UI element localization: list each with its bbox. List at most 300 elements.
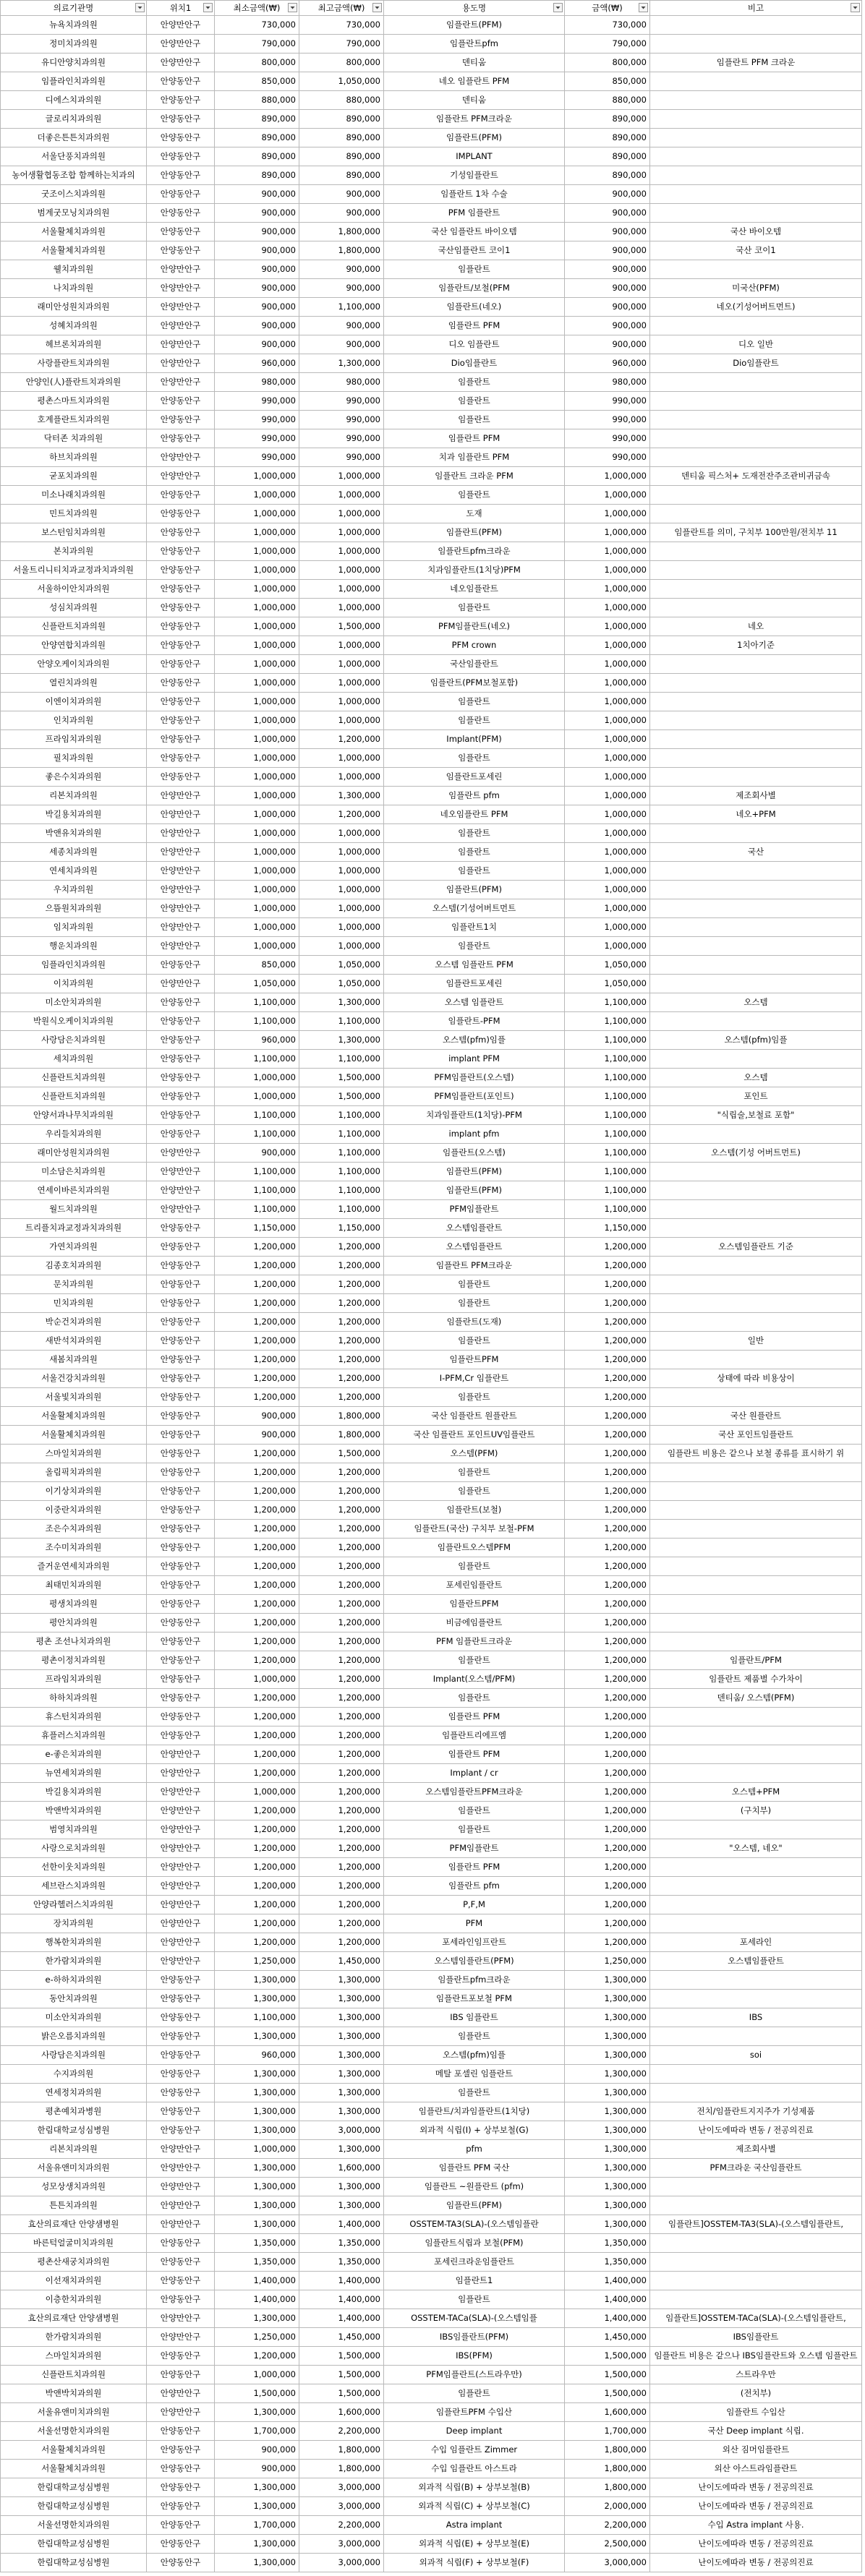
cell-usage[interactable]: 오스템임플란트(PFM) bbox=[384, 1952, 565, 1971]
cell-max-price[interactable]: 1,000,000 bbox=[299, 636, 384, 655]
cell-price[interactable]: 1,300,000 bbox=[565, 2008, 650, 2027]
cell-location[interactable]: 안양동안구 bbox=[147, 2084, 215, 2102]
cell-usage[interactable]: PFM임플란트 bbox=[384, 1200, 565, 1219]
cell-min-price[interactable]: 900,000 bbox=[215, 2441, 299, 2460]
cell-price[interactable]: 1,100,000 bbox=[565, 993, 650, 1012]
cell-location[interactable]: 안양동안구 bbox=[147, 2272, 215, 2290]
cell-institution[interactable]: 성심치과의원 bbox=[1, 599, 147, 617]
cell-note[interactable]: 미국산(PFM) bbox=[650, 279, 862, 298]
cell-min-price[interactable]: 1,200,000 bbox=[215, 1896, 299, 1914]
cell-location[interactable]: 안양동안구 bbox=[147, 185, 215, 204]
cell-location[interactable]: 안양만안구 bbox=[147, 1163, 215, 1181]
cell-note[interactable]: 국산 바이오템 bbox=[650, 223, 862, 241]
cell-usage[interactable]: 임플란트 bbox=[384, 1802, 565, 1820]
cell-price[interactable]: 1,100,000 bbox=[565, 1144, 650, 1163]
cell-min-price[interactable]: 1,500,000 bbox=[215, 2384, 299, 2403]
cell-price[interactable]: 1,200,000 bbox=[565, 1407, 650, 1426]
cell-max-price[interactable]: 1,200,000 bbox=[299, 1877, 384, 1896]
cell-usage[interactable]: 오스템(기성어버트먼트 bbox=[384, 899, 565, 918]
cell-usage[interactable]: IBS임플란트(PFM) bbox=[384, 2328, 565, 2347]
cell-usage[interactable]: 임플란트 bbox=[384, 486, 565, 505]
cell-note[interactable] bbox=[650, 711, 862, 730]
cell-usage[interactable]: 포세린크라운임플란트 bbox=[384, 2253, 565, 2272]
cell-institution[interactable]: 범계굿모닝치과의원 bbox=[1, 204, 147, 223]
cell-min-price[interactable]: 890,000 bbox=[215, 147, 299, 166]
cell-institution[interactable]: 효산의료재단 안양샘병원 bbox=[1, 2309, 147, 2328]
cell-min-price[interactable]: 1,200,000 bbox=[215, 1332, 299, 1351]
cell-max-price[interactable]: 990,000 bbox=[299, 448, 384, 467]
cell-price[interactable]: 900,000 bbox=[565, 279, 650, 298]
cell-min-price[interactable]: 1,000,000 bbox=[215, 787, 299, 805]
filter-dropdown-icon[interactable] bbox=[639, 3, 648, 12]
cell-location[interactable]: 안양동안구 bbox=[147, 2027, 215, 2046]
cell-min-price[interactable]: 1,200,000 bbox=[215, 1726, 299, 1745]
cell-usage[interactable]: 임플란트 bbox=[384, 693, 565, 711]
cell-min-price[interactable]: 1,000,000 bbox=[215, 486, 299, 505]
cell-location[interactable]: 안양동안구 bbox=[147, 1294, 215, 1313]
cell-max-price[interactable]: 1,500,000 bbox=[299, 2384, 384, 2403]
cell-usage[interactable]: 수입 임플란트 아스트라 bbox=[384, 2460, 565, 2478]
cell-min-price[interactable]: 1,200,000 bbox=[215, 1369, 299, 1388]
cell-min-price[interactable]: 1,200,000 bbox=[215, 1820, 299, 1839]
cell-usage[interactable]: 임플란트(PFM) bbox=[384, 881, 565, 899]
cell-usage[interactable]: 임플란트/보철(PFM bbox=[384, 279, 565, 298]
cell-price[interactable]: 1,200,000 bbox=[565, 1877, 650, 1896]
cell-note[interactable]: 임플란트 수입산 bbox=[650, 2403, 862, 2422]
cell-max-price[interactable]: 1,000,000 bbox=[299, 749, 384, 768]
cell-location[interactable]: 안양동안구 bbox=[147, 1445, 215, 1463]
cell-min-price[interactable]: 1,000,000 bbox=[215, 467, 299, 486]
cell-note[interactable] bbox=[650, 1501, 862, 1520]
cell-max-price[interactable]: 3,000,000 bbox=[299, 2497, 384, 2516]
cell-usage[interactable]: 임플란트(PFM) bbox=[384, 523, 565, 542]
cell-usage[interactable]: 임플란트 bbox=[384, 937, 565, 956]
cell-location[interactable]: 안양동안구 bbox=[147, 2121, 215, 2140]
cell-price[interactable]: 1,800,000 bbox=[565, 2460, 650, 2478]
cell-location[interactable]: 안양동안구 bbox=[147, 2234, 215, 2253]
cell-max-price[interactable]: 730,000 bbox=[299, 16, 384, 35]
cell-institution[interactable]: 미소담은치과의원 bbox=[1, 1163, 147, 1181]
cell-location[interactable]: 안양동안구 bbox=[147, 1990, 215, 2008]
cell-usage[interactable]: 임플란트 ~원플란트 (pfm) bbox=[384, 2178, 565, 2196]
cell-price[interactable]: 1,600,000 bbox=[565, 2403, 650, 2422]
cell-location[interactable]: 안양동안구 bbox=[147, 561, 215, 580]
cell-institution[interactable]: 서울활체치과의원 bbox=[1, 2441, 147, 2460]
cell-usage[interactable]: 국산 임플란트 바이오템 bbox=[384, 223, 565, 241]
cell-min-price[interactable]: 1,300,000 bbox=[215, 2027, 299, 2046]
cell-institution[interactable]: 리본치과의원 bbox=[1, 2140, 147, 2159]
cell-usage[interactable]: 임플란트리에프엠 bbox=[384, 1726, 565, 1745]
cell-usage[interactable]: 기성임플란트 bbox=[384, 166, 565, 185]
cell-min-price[interactable]: 1,100,000 bbox=[215, 1125, 299, 1144]
cell-price[interactable]: 1,200,000 bbox=[565, 1726, 650, 1745]
cell-location[interactable]: 안양만안구 bbox=[147, 899, 215, 918]
cell-min-price[interactable]: 1,000,000 bbox=[215, 1670, 299, 1689]
cell-location[interactable]: 안양만안구 bbox=[147, 2384, 215, 2403]
cell-usage[interactable]: 임플란트 bbox=[384, 260, 565, 279]
cell-location[interactable]: 안양동안구 bbox=[147, 1369, 215, 1388]
cell-price[interactable]: 1,200,000 bbox=[565, 1839, 650, 1858]
cell-usage[interactable]: 임플란트 PFM크라운 bbox=[384, 110, 565, 129]
cell-price[interactable]: 1,200,000 bbox=[565, 1445, 650, 1463]
cell-usage[interactable]: 오스템 임플란트 bbox=[384, 993, 565, 1012]
cell-note[interactable] bbox=[650, 824, 862, 843]
cell-usage[interactable]: 오스템(pfm)임플 bbox=[384, 2046, 565, 2065]
cell-price[interactable]: 1,300,000 bbox=[565, 2027, 650, 2046]
cell-min-price[interactable]: 730,000 bbox=[215, 16, 299, 35]
cell-location[interactable]: 안양동안구 bbox=[147, 392, 215, 411]
cell-note[interactable] bbox=[650, 1294, 862, 1313]
cell-note[interactable] bbox=[650, 1914, 862, 1933]
cell-max-price[interactable]: 1,200,000 bbox=[299, 1520, 384, 1539]
cell-price[interactable]: 1,300,000 bbox=[565, 2046, 650, 2065]
cell-usage[interactable]: 임플란트1치 bbox=[384, 918, 565, 937]
cell-location[interactable]: 안양만안구 bbox=[147, 1764, 215, 1783]
cell-price[interactable]: 1,500,000 bbox=[565, 2366, 650, 2384]
cell-max-price[interactable]: 1,800,000 bbox=[299, 2460, 384, 2478]
cell-usage[interactable]: IMPLANT bbox=[384, 147, 565, 166]
cell-note[interactable] bbox=[650, 166, 862, 185]
cell-usage[interactable]: 임플란트pfm bbox=[384, 35, 565, 54]
cell-location[interactable]: 안양동안구 bbox=[147, 693, 215, 711]
cell-institution[interactable]: 굳포치과의원 bbox=[1, 467, 147, 486]
cell-location[interactable]: 안양만안구 bbox=[147, 298, 215, 317]
cell-location[interactable]: 안양동안구 bbox=[147, 1332, 215, 1351]
cell-max-price[interactable]: 1,300,000 bbox=[299, 2008, 384, 2027]
cell-location[interactable]: 안양만안구 bbox=[147, 335, 215, 354]
cell-note[interactable]: 디오 일반 bbox=[650, 335, 862, 354]
cell-location[interactable]: 안양동안구 bbox=[147, 1726, 215, 1745]
cell-location[interactable]: 안양동안구 bbox=[147, 1106, 215, 1125]
cell-usage[interactable]: 임플란트 1차 수술 bbox=[384, 185, 565, 204]
cell-usage[interactable]: 임플란트(PFM) bbox=[384, 1181, 565, 1200]
cell-max-price[interactable]: 1,200,000 bbox=[299, 1764, 384, 1783]
cell-min-price[interactable]: 1,000,000 bbox=[215, 881, 299, 899]
cell-location[interactable]: 안양만안구 bbox=[147, 787, 215, 805]
cell-institution[interactable]: 문치과의원 bbox=[1, 1275, 147, 1294]
cell-min-price[interactable]: 1,350,000 bbox=[215, 2253, 299, 2272]
cell-min-price[interactable]: 1,200,000 bbox=[215, 1802, 299, 1820]
cell-max-price[interactable]: 1,200,000 bbox=[299, 1651, 384, 1670]
cell-usage[interactable]: 임플란트1 bbox=[384, 2272, 565, 2290]
cell-institution[interactable]: 연세치과의원 bbox=[1, 862, 147, 881]
cell-location[interactable]: 안양동안구 bbox=[147, 523, 215, 542]
cell-min-price[interactable]: 1,000,000 bbox=[215, 523, 299, 542]
cell-price[interactable]: 1,200,000 bbox=[565, 1520, 650, 1539]
cell-min-price[interactable]: 990,000 bbox=[215, 448, 299, 467]
cell-usage[interactable]: 임플란트 bbox=[384, 843, 565, 862]
cell-min-price[interactable]: 1,200,000 bbox=[215, 1708, 299, 1726]
cell-price[interactable]: 1,400,000 bbox=[565, 2290, 650, 2309]
cell-price[interactable]: 1,200,000 bbox=[565, 1614, 650, 1633]
cell-max-price[interactable]: 1,200,000 bbox=[299, 1914, 384, 1933]
cell-min-price[interactable]: 850,000 bbox=[215, 72, 299, 91]
cell-institution[interactable]: 스마일치과의원 bbox=[1, 1445, 147, 1463]
cell-institution[interactable]: 인치과의원 bbox=[1, 711, 147, 730]
cell-institution[interactable]: 조수미치과의원 bbox=[1, 1539, 147, 1557]
cell-max-price[interactable]: 1,200,000 bbox=[299, 1369, 384, 1388]
cell-note[interactable] bbox=[650, 730, 862, 749]
cell-usage[interactable]: 오스템임플란트 bbox=[384, 1219, 565, 1238]
cell-location[interactable]: 안양동안구 bbox=[147, 2422, 215, 2441]
cell-max-price[interactable]: 1,200,000 bbox=[299, 1745, 384, 1764]
cell-price[interactable]: 1,000,000 bbox=[565, 768, 650, 787]
cell-min-price[interactable]: 960,000 bbox=[215, 354, 299, 373]
cell-institution[interactable]: 이층한치과의원 bbox=[1, 2290, 147, 2309]
cell-max-price[interactable]: 1,050,000 bbox=[299, 975, 384, 993]
cell-location[interactable]: 안양만안구 bbox=[147, 467, 215, 486]
cell-max-price[interactable]: 1,100,000 bbox=[299, 1125, 384, 1144]
cell-usage[interactable]: 임플란트 bbox=[384, 862, 565, 881]
cell-price[interactable]: 900,000 bbox=[565, 185, 650, 204]
cell-location[interactable]: 안양동안구 bbox=[147, 1482, 215, 1501]
cell-price[interactable]: 800,000 bbox=[565, 54, 650, 72]
cell-min-price[interactable]: 1,000,000 bbox=[215, 617, 299, 636]
cell-institution[interactable]: 디에스치과의원 bbox=[1, 91, 147, 110]
cell-usage[interactable]: 임플란트오스템PFM bbox=[384, 1539, 565, 1557]
cell-min-price[interactable]: 1,000,000 bbox=[215, 730, 299, 749]
cell-institution[interactable]: 민트치과의원 bbox=[1, 505, 147, 523]
cell-price[interactable]: 1,000,000 bbox=[565, 599, 650, 617]
cell-min-price[interactable]: 1,300,000 bbox=[215, 2196, 299, 2215]
cell-location[interactable]: 안양만안구 bbox=[147, 1877, 215, 1896]
cell-price[interactable]: 2,000,000 bbox=[565, 2497, 650, 2516]
cell-institution[interactable]: 농어생활협동조합 함께하는치과의 bbox=[1, 166, 147, 185]
cell-note[interactable] bbox=[650, 72, 862, 91]
cell-usage[interactable]: 임플란트 PFM크라운 bbox=[384, 1257, 565, 1275]
cell-min-price[interactable]: 880,000 bbox=[215, 91, 299, 110]
cell-price[interactable]: 1,300,000 bbox=[565, 2140, 650, 2159]
cell-usage[interactable]: 비금에임플란트 bbox=[384, 1614, 565, 1633]
cell-note[interactable] bbox=[650, 2290, 862, 2309]
cell-note[interactable] bbox=[650, 881, 862, 899]
cell-location[interactable]: 안양만안구 bbox=[147, 35, 215, 54]
cell-price[interactable]: 1,000,000 bbox=[565, 467, 650, 486]
cell-institution[interactable]: 닥터존 치과의원 bbox=[1, 429, 147, 448]
cell-min-price[interactable]: 900,000 bbox=[215, 1144, 299, 1163]
cell-min-price[interactable]: 1,150,000 bbox=[215, 1219, 299, 1238]
cell-location[interactable]: 안양만안구 bbox=[147, 975, 215, 993]
cell-usage[interactable]: 임플란트(PFM) bbox=[384, 1163, 565, 1181]
cell-note[interactable] bbox=[650, 580, 862, 599]
cell-note[interactable]: 수입 Astra implant 사용. bbox=[650, 2516, 862, 2535]
cell-institution[interactable]: 웰치과의원 bbox=[1, 260, 147, 279]
cell-usage[interactable]: 임플란트(네오) bbox=[384, 298, 565, 317]
cell-min-price[interactable]: 1,200,000 bbox=[215, 1689, 299, 1708]
cell-price[interactable]: 1,050,000 bbox=[565, 975, 650, 993]
cell-max-price[interactable]: 1,200,000 bbox=[299, 1595, 384, 1614]
cell-min-price[interactable]: 1,200,000 bbox=[215, 1351, 299, 1369]
cell-usage[interactable]: 임플란트PFM bbox=[384, 1351, 565, 1369]
cell-location[interactable]: 안양동안구 bbox=[147, 1595, 215, 1614]
cell-institution[interactable]: 임치과의원 bbox=[1, 918, 147, 937]
cell-note[interactable] bbox=[650, 1595, 862, 1614]
cell-min-price[interactable]: 1,000,000 bbox=[215, 749, 299, 768]
cell-min-price[interactable]: 1,200,000 bbox=[215, 1557, 299, 1576]
cell-max-price[interactable]: 900,000 bbox=[299, 335, 384, 354]
cell-note[interactable] bbox=[650, 2065, 862, 2084]
cell-price[interactable]: 1,000,000 bbox=[565, 881, 650, 899]
cell-min-price[interactable]: 1,300,000 bbox=[215, 2084, 299, 2102]
cell-min-price[interactable]: 1,200,000 bbox=[215, 1576, 299, 1595]
cell-institution[interactable]: 이중란치과의원 bbox=[1, 1501, 147, 1520]
cell-max-price[interactable]: 1,450,000 bbox=[299, 2328, 384, 2347]
cell-note[interactable] bbox=[650, 429, 862, 448]
cell-note[interactable]: 국산 원플란트 bbox=[650, 1407, 862, 1426]
cell-institution[interactable]: 래미안성원치과의원 bbox=[1, 1144, 147, 1163]
cell-note[interactable]: 임플란트 제품별 수가차이 bbox=[650, 1670, 862, 1689]
cell-min-price[interactable]: 1,300,000 bbox=[215, 2178, 299, 2196]
cell-institution[interactable]: 한림대학교성심병원 bbox=[1, 2478, 147, 2497]
cell-price[interactable]: 1,200,000 bbox=[565, 1689, 650, 1708]
cell-min-price[interactable]: 1,200,000 bbox=[215, 1238, 299, 1257]
cell-min-price[interactable]: 1,000,000 bbox=[215, 768, 299, 787]
filter-dropdown-icon[interactable] bbox=[372, 3, 382, 12]
cell-institution[interactable]: 트리플치과교정과치과의원 bbox=[1, 1219, 147, 1238]
cell-min-price[interactable]: 1,200,000 bbox=[215, 1445, 299, 1463]
cell-usage[interactable]: 임플란트 PFM bbox=[384, 1858, 565, 1877]
cell-max-price[interactable]: 1,800,000 bbox=[299, 241, 384, 260]
cell-location[interactable]: 안양동안구 bbox=[147, 768, 215, 787]
cell-price[interactable]: 1,000,000 bbox=[565, 561, 650, 580]
cell-price[interactable]: 1,000,000 bbox=[565, 824, 650, 843]
cell-usage[interactable]: Implant(오스템/PFM) bbox=[384, 1670, 565, 1689]
cell-location[interactable]: 안양동안구 bbox=[147, 129, 215, 147]
cell-price[interactable]: 1,300,000 bbox=[565, 2065, 650, 2084]
cell-min-price[interactable]: 1,200,000 bbox=[215, 2347, 299, 2366]
cell-location[interactable]: 안양동안구 bbox=[147, 2347, 215, 2366]
cell-institution[interactable]: 세종치과의원 bbox=[1, 843, 147, 862]
cell-price[interactable]: 1,200,000 bbox=[565, 1351, 650, 1369]
cell-location[interactable]: 안양만안구 bbox=[147, 1896, 215, 1914]
cell-location[interactable]: 안양동안구 bbox=[147, 1520, 215, 1539]
cell-note[interactable]: 임플란트 PFM 크라운 bbox=[650, 54, 862, 72]
cell-note[interactable] bbox=[650, 1313, 862, 1332]
cell-usage[interactable]: Astra implant bbox=[384, 2516, 565, 2535]
cell-note[interactable] bbox=[650, 317, 862, 335]
cell-usage[interactable]: 외과적 식립(F) + 상부보철(F) bbox=[384, 2554, 565, 2572]
cell-min-price[interactable]: 1,000,000 bbox=[215, 711, 299, 730]
cell-min-price[interactable]: 1,000,000 bbox=[215, 674, 299, 693]
cell-location[interactable]: 안양동안구 bbox=[147, 636, 215, 655]
cell-max-price[interactable]: 1,000,000 bbox=[299, 843, 384, 862]
cell-institution[interactable]: 밝은오름치과의원 bbox=[1, 2027, 147, 2046]
cell-usage[interactable]: 외과적 식립(C) + 상부보철(C) bbox=[384, 2497, 565, 2516]
cell-institution[interactable]: 헤브론치과의원 bbox=[1, 335, 147, 354]
cell-usage[interactable]: 외과적 식립(E) + 상부보철(E) bbox=[384, 2535, 565, 2554]
cell-note[interactable]: 국산 코이1 bbox=[650, 241, 862, 260]
cell-location[interactable]: 안양동안구 bbox=[147, 1388, 215, 1407]
cell-location[interactable]: 안양동안구 bbox=[147, 599, 215, 617]
cell-max-price[interactable]: 1,200,000 bbox=[299, 1238, 384, 1257]
cell-usage[interactable]: 임플란트식립과 보철(PFM) bbox=[384, 2234, 565, 2253]
cell-price[interactable]: 890,000 bbox=[565, 166, 650, 185]
cell-institution[interactable]: 즐거운연세치과의원 bbox=[1, 1557, 147, 1576]
cell-institution[interactable]: 이엔이치과의원 bbox=[1, 693, 147, 711]
cell-location[interactable]: 안양만안구 bbox=[147, 16, 215, 35]
cell-institution[interactable]: 평촌예치과병원 bbox=[1, 2102, 147, 2121]
cell-max-price[interactable]: 880,000 bbox=[299, 91, 384, 110]
cell-price[interactable]: 900,000 bbox=[565, 204, 650, 223]
cell-institution[interactable]: 튼튼치과의원 bbox=[1, 2196, 147, 2215]
cell-price[interactable]: 1,200,000 bbox=[565, 1369, 650, 1388]
cell-institution[interactable]: 서울활체치과의원 bbox=[1, 223, 147, 241]
cell-max-price[interactable]: 1,200,000 bbox=[299, 1839, 384, 1858]
cell-institution[interactable]: 서울트리니티치과교정과치과의원 bbox=[1, 561, 147, 580]
cell-price[interactable]: 990,000 bbox=[565, 448, 650, 467]
cell-institution[interactable]: 사랑플란트치과의원 bbox=[1, 354, 147, 373]
cell-note[interactable] bbox=[650, 505, 862, 523]
cell-note[interactable] bbox=[650, 2196, 862, 2215]
cell-price[interactable]: 1,300,000 bbox=[565, 1990, 650, 2008]
cell-usage[interactable]: IBS(PFM) bbox=[384, 2347, 565, 2366]
cell-usage[interactable]: 도재 bbox=[384, 505, 565, 523]
cell-min-price[interactable]: 1,200,000 bbox=[215, 1501, 299, 1520]
cell-price[interactable]: 1,200,000 bbox=[565, 1576, 650, 1595]
cell-max-price[interactable]: 1,150,000 bbox=[299, 1219, 384, 1238]
cell-usage[interactable]: 국산 임플란트 원플란트 bbox=[384, 1407, 565, 1426]
cell-min-price[interactable]: 1,200,000 bbox=[215, 1614, 299, 1633]
cell-max-price[interactable]: 1,000,000 bbox=[299, 486, 384, 505]
cell-institution[interactable]: 한림대학교성심병원 bbox=[1, 2535, 147, 2554]
cell-min-price[interactable]: 990,000 bbox=[215, 429, 299, 448]
cell-price[interactable]: 1,200,000 bbox=[565, 1858, 650, 1877]
cell-note[interactable] bbox=[650, 204, 862, 223]
cell-location[interactable]: 안양만안구 bbox=[147, 862, 215, 881]
cell-institution[interactable]: 장치과의원 bbox=[1, 1914, 147, 1933]
cell-location[interactable]: 안양동안구 bbox=[147, 1614, 215, 1633]
cell-price[interactable]: 900,000 bbox=[565, 260, 650, 279]
cell-min-price[interactable]: 1,300,000 bbox=[215, 2065, 299, 2084]
cell-max-price[interactable]: 1,000,000 bbox=[299, 561, 384, 580]
cell-location[interactable]: 안양동안구 bbox=[147, 2497, 215, 2516]
cell-usage[interactable]: OSSTEM-TA3(SLA)-(오스템임플란 bbox=[384, 2215, 565, 2234]
cell-institution[interactable]: 새봄치과의원 bbox=[1, 1351, 147, 1369]
cell-price[interactable]: 1,800,000 bbox=[565, 2478, 650, 2497]
cell-note[interactable]: 임플란트 비용은 같으나 보철 종류를 표시하기 위 bbox=[650, 1445, 862, 1463]
cell-location[interactable]: 안양동안구 bbox=[147, 956, 215, 975]
cell-price[interactable]: 1,200,000 bbox=[565, 1257, 650, 1275]
cell-max-price[interactable]: 3,000,000 bbox=[299, 2554, 384, 2572]
cell-usage[interactable]: 국산 임플란트 포인트UV임플란트 bbox=[384, 1426, 565, 1445]
cell-institution[interactable]: 신플란트치과의원 bbox=[1, 2366, 147, 2384]
cell-min-price[interactable]: 1,200,000 bbox=[215, 1877, 299, 1896]
cell-max-price[interactable]: 1,400,000 bbox=[299, 2272, 384, 2290]
cell-note[interactable] bbox=[650, 147, 862, 166]
cell-price[interactable]: 1,000,000 bbox=[565, 862, 650, 881]
cell-price[interactable]: 890,000 bbox=[565, 129, 650, 147]
cell-note[interactable]: (전치부) bbox=[650, 2384, 862, 2403]
cell-min-price[interactable]: 1,000,000 bbox=[215, 918, 299, 937]
cell-max-price[interactable]: 890,000 bbox=[299, 129, 384, 147]
cell-price[interactable]: 1,000,000 bbox=[565, 937, 650, 956]
cell-usage[interactable]: PFM임플란트(스트라우만) bbox=[384, 2366, 565, 2384]
cell-usage[interactable]: 임플란트pfm크라운 bbox=[384, 1971, 565, 1990]
cell-price[interactable]: 1,000,000 bbox=[565, 899, 650, 918]
cell-max-price[interactable]: 3,000,000 bbox=[299, 2121, 384, 2140]
cell-min-price[interactable]: 1,100,000 bbox=[215, 1181, 299, 1200]
cell-usage[interactable]: Deep implant bbox=[384, 2422, 565, 2441]
cell-min-price[interactable]: 1,100,000 bbox=[215, 2008, 299, 2027]
cell-institution[interactable]: 평촌스마트치과의원 bbox=[1, 392, 147, 411]
cell-location[interactable]: 안양동안구 bbox=[147, 1633, 215, 1651]
cell-institution[interactable]: 평생치과의원 bbox=[1, 1595, 147, 1614]
cell-note[interactable]: 오스템임플란트 bbox=[650, 1952, 862, 1971]
cell-location[interactable]: 안양만안구 bbox=[147, 843, 215, 862]
cell-usage[interactable]: 임플란트(PFM) bbox=[384, 129, 565, 147]
cell-min-price[interactable]: 1,100,000 bbox=[215, 1050, 299, 1069]
cell-location[interactable]: 안양동안구 bbox=[147, 505, 215, 523]
